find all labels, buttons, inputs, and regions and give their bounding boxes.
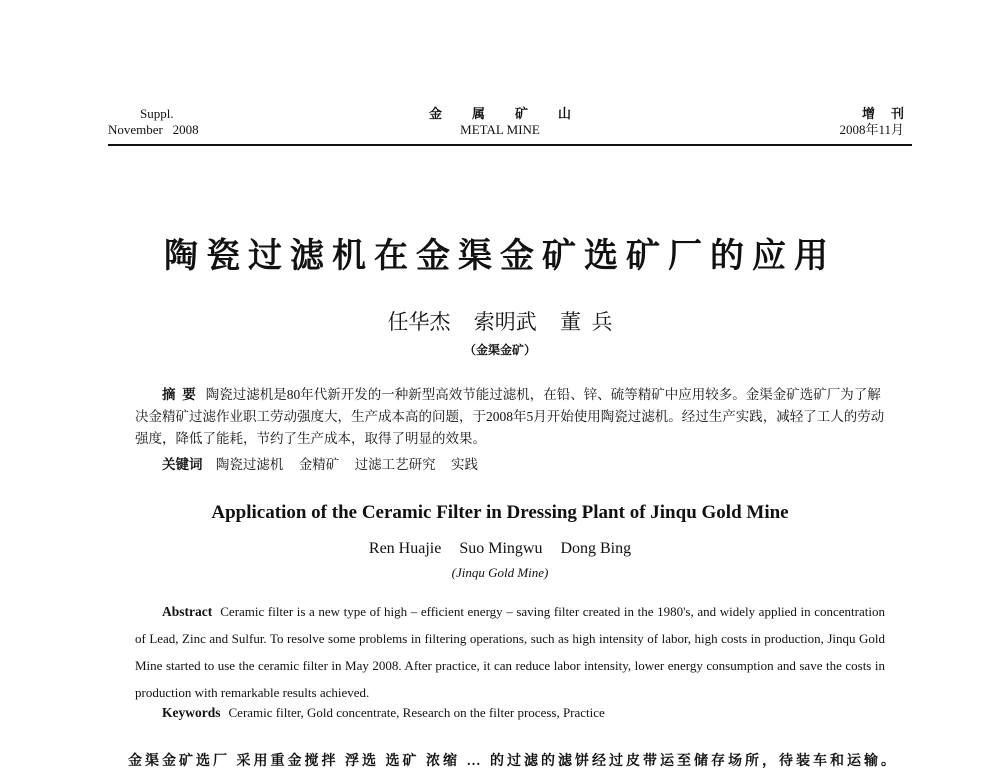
- keyword-cn: 陶瓷过滤机: [215, 457, 284, 472]
- affiliation-en: (Jinqu Gold Mine): [451, 565, 549, 580]
- keyword-cn: 实践: [451, 457, 478, 472]
- article-title-cn: 陶瓷过滤机在金渠金矿选矿厂的应用: [164, 238, 836, 275]
- abstract-text-cn: 陶瓷过滤机是80年代新开发的一种新型高效节能过滤机，在铅、锌、硫等精矿中应用较多。金渠金矿选矿厂为了解决金精矿过滤作业职工劳动强度大，生产成本高的问题，于2008年5月开始使用陶瓷过滤机。经过生产实践，减轻了工人的劳动强度，降低了能耗，节约了生产成本，取得了明显的效果。: [135, 387, 885, 446]
- body-first-line: 金渠金矿选厂 采用重金搅拌 浮选 选矿 浓缩 … 的过滤的滤饼经过皮带运至储存场所，待装车和运输。: [128, 754, 898, 769]
- keyword-cn: 金精矿: [298, 457, 340, 472]
- header-rule: [108, 144, 912, 146]
- keywords-cn: [162, 454, 490, 476]
- body-text-cutoff: [128, 750, 918, 769]
- journal-name-cn: 金属矿山: [428, 106, 601, 121]
- keywords-text-en: Ceramic filter, Gold concentrate, Research on the filter process, Practice: [228, 705, 605, 720]
- author-cn: 索明武: [473, 310, 537, 334]
- author-cn: 董 兵: [560, 310, 613, 334]
- keywords-en: [162, 705, 605, 721]
- keywords-label-cn: 关键词: [162, 457, 203, 472]
- journal-name-en: METAL MINE: [460, 122, 540, 137]
- header-label-cn: 增刊: [861, 106, 920, 121]
- abstract-text-en: Ceramic filter is a new type of high – efficient energy – saving filter created in the 1980's, and widely applied in concentration of Lead, Zinc and Sulfur. To resolve some problems in filtering operations, such as high intensity of labor, high costs in production, Jinqu Gold Mine started to use the ceramic filter in May 2008. After practice, it can reduce labor intensity, lower energy consumption and save the costs in production with remarkable results achieved.: [135, 604, 885, 700]
- article-title-en: Application of the Ceramic Filter in Dressing Plant of Jinqu Gold Mine: [211, 502, 789, 523]
- abstract-label-en: Abstract: [162, 604, 213, 619]
- author-cn: 任华杰: [387, 310, 451, 334]
- header-suppl: Suppl.: [140, 106, 174, 121]
- authors-cn: [0, 306, 1000, 336]
- author-en: Dong Bing: [560, 540, 632, 557]
- header-date-en: November 2008: [108, 122, 199, 137]
- author-en: Ren Huajie: [368, 540, 442, 557]
- keyword-cn: 过滤工艺研究: [354, 457, 436, 472]
- author-en: Suo Mingwu: [459, 540, 543, 557]
- abstract-en: [135, 598, 885, 706]
- affiliation-cn: （金渠金矿）: [463, 343, 536, 357]
- keywords-label-en: Keywords: [162, 705, 221, 720]
- authors-en: [0, 540, 1000, 558]
- header-date-cn: 2008年11月: [839, 122, 904, 137]
- header-right: [839, 106, 920, 138]
- abstract-cn: [135, 384, 885, 450]
- abstract-label-cn: 摘 要: [162, 387, 196, 402]
